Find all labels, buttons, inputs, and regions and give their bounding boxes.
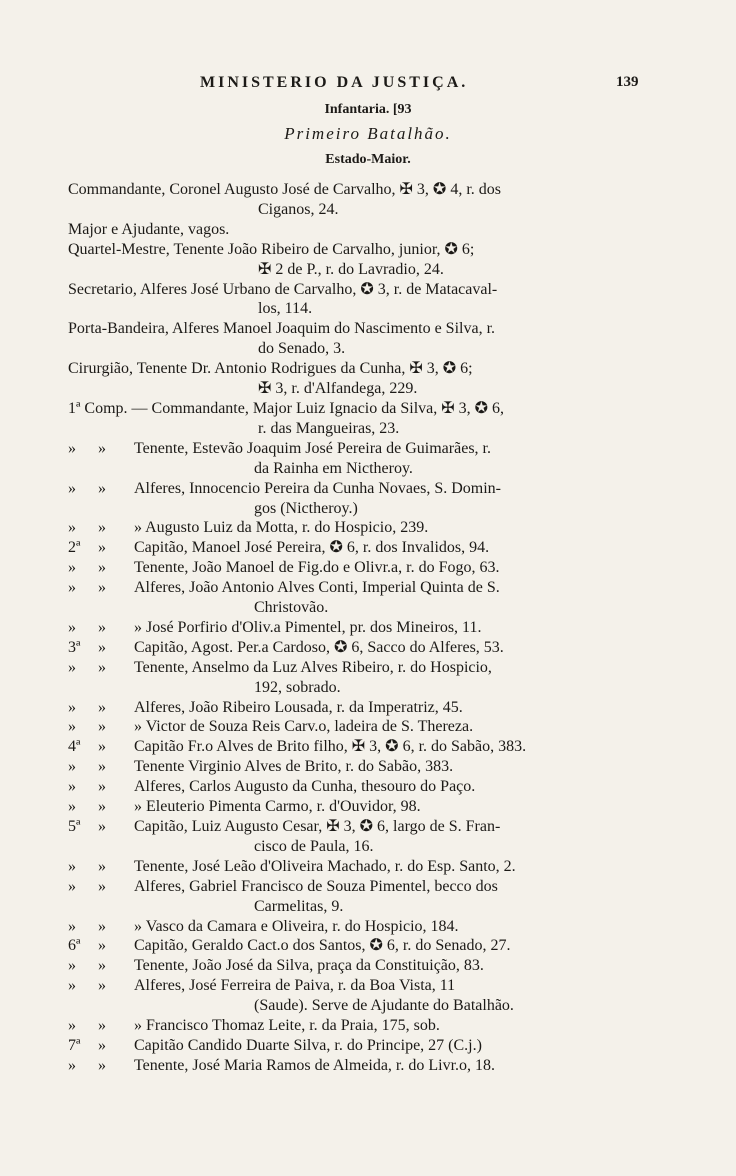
ditto-marker: »	[98, 917, 106, 935]
entry-text: Secretario, Alferes José Urbano de Carvalho, ✪ 3, r. de Matacaval-	[68, 280, 498, 298]
roster-entry	[68, 857, 664, 877]
indent	[68, 897, 254, 917]
entry-text: Capitão, Manoel José Pereira, ✪ 6, r. dos Invalidos, 94.	[134, 539, 490, 557]
company-marker: »	[68, 1056, 76, 1074]
entry-text: » Victor de Souza Reis Carv.o, ladeira de S. Thereza.	[134, 718, 474, 736]
company-marker: »	[68, 857, 76, 875]
ditto-marker: »	[98, 658, 106, 676]
ditto-marker: »	[98, 738, 106, 756]
company-marker: »	[68, 559, 76, 577]
company-marker: 2ª	[68, 539, 81, 557]
roster-entry	[68, 976, 664, 996]
continuation-text: 192, sobrado.	[254, 678, 341, 696]
ditto-marker: »	[98, 439, 106, 457]
ditto-marker: »	[98, 758, 106, 776]
company-marker: 4ª	[68, 738, 81, 756]
company-marker: »	[68, 479, 76, 497]
indent	[68, 419, 258, 439]
ditto-marker: »	[98, 778, 106, 796]
ditto-marker: »	[98, 698, 106, 716]
entry-continuation	[68, 299, 664, 319]
ditto-marker: »	[98, 539, 106, 557]
company-marker: »	[68, 798, 76, 816]
entry-text: Capitão, Agost. Per.a Cardoso, ✪ 6, Sacco do Alferes, 53.	[134, 638, 504, 656]
company-marker: »	[68, 718, 76, 736]
indent	[68, 459, 254, 479]
roster-entry	[68, 618, 664, 638]
roster-entry	[68, 578, 664, 598]
entry-text: 1ª Comp. — Commandante, Major Luiz Ignacio da Silva, ✠ 3, ✪ 6,	[68, 399, 505, 417]
ditto-marker: »	[98, 718, 106, 736]
entry-text: Alferes, Carlos Augusto da Cunha, thesouro do Paço.	[134, 778, 476, 796]
entry-text: » José Porfirio d'Oliv.a Pimentel, pr. dos Mineiros, 11.	[134, 618, 482, 636]
company-marker: »	[68, 877, 76, 895]
entry-continuation	[68, 379, 664, 399]
company-marker: »	[68, 957, 76, 975]
battalion-heading: Primeiro Batalhão.	[284, 124, 452, 143]
roster-entry	[68, 439, 664, 459]
ditto-marker: »	[98, 559, 106, 577]
page-number: 139	[616, 74, 639, 90]
entry-text: Quartel-Mestre, Tenente João Ribeiro de Carvalho, junior, ✪ 6;	[68, 240, 475, 258]
indent	[68, 996, 254, 1016]
ditto-marker: »	[98, 519, 106, 537]
roster-entry	[68, 717, 664, 737]
company-marker: »	[68, 977, 76, 995]
entry-continuation	[68, 598, 664, 618]
entry-continuation	[68, 459, 664, 479]
page-header	[0, 74, 736, 98]
continuation-text: los, 114.	[258, 300, 313, 318]
entry-text: Capitão Candido Duarte Silva, r. do Principe, 27 (C.j.)	[134, 1036, 482, 1054]
roster-entry	[68, 638, 664, 658]
roster-entry	[68, 956, 664, 976]
roster-entry	[68, 757, 664, 777]
ditto-marker: »	[98, 1036, 106, 1054]
continuation-text: (Saude). Serve de Ajudante do Batalhão.	[254, 997, 514, 1015]
entry-continuation	[68, 837, 664, 857]
roster-entry	[68, 359, 664, 379]
roster-entry	[68, 280, 664, 300]
entry-continuation	[68, 996, 664, 1016]
company-marker: »	[68, 579, 76, 597]
entry-continuation	[68, 260, 664, 280]
ditto-marker: »	[98, 857, 106, 875]
entry-text: Porta-Bandeira, Alferes Manoel Joaquim do Nascimento e Silva, r.	[68, 320, 496, 338]
roster-entry	[68, 1056, 664, 1076]
indent	[68, 339, 258, 359]
entry-text: Alferes, Gabriel Francisco de Souza Pimentel, becco dos	[134, 877, 498, 895]
roster-entry	[68, 518, 664, 538]
company-marker: »	[68, 917, 76, 935]
continuation-text: r. das Mangueiras, 23.	[258, 419, 400, 437]
ditto-marker: »	[98, 977, 106, 995]
continuation-text: Ciganos, 24.	[258, 200, 339, 218]
continuation-text: Carmelitas, 9.	[254, 897, 344, 915]
entry-text: Commandante, Coronel Augusto José de Carvalho, ✠ 3, ✪ 4, r. dos	[68, 181, 501, 198]
ditto-marker: »	[98, 1017, 106, 1035]
roster-entry	[68, 936, 664, 956]
ditto-marker: »	[98, 479, 106, 497]
entry-text: Tenente Virginio Alves de Brito, r. do Sabão, 383.	[134, 758, 454, 776]
entry-text: Alferes, Innocencio Pereira da Cunha Novaes, S. Domin-	[134, 479, 501, 497]
ditto-marker: »	[98, 957, 106, 975]
roster-list	[68, 180, 664, 1076]
indent	[68, 678, 254, 698]
ditto-marker: »	[98, 798, 106, 816]
entry-text: Capitão Fr.o Alves de Brito filho, ✠ 3, ✪ 6, r. do Sabão, 383.	[134, 738, 527, 756]
roster-entry	[68, 797, 664, 817]
indent	[68, 379, 258, 399]
entry-text: » Augusto Luiz da Motta, r. do Hospicio, 239.	[134, 519, 429, 537]
ditto-marker: »	[98, 1056, 106, 1074]
entry-text: Capitão, Luiz Augusto Cesar, ✠ 3, ✪ 6, largo de S. Fran-	[134, 818, 501, 835]
continuation-text: da Rainha em Nictheroy.	[254, 459, 413, 477]
company-marker: »	[68, 698, 76, 716]
indent	[68, 499, 254, 519]
staff-heading: Estado-Maior.	[325, 152, 411, 167]
entry-text: Tenente, Anselmo da Luz Alves Ribeiro, r. do Hospicio,	[134, 658, 492, 676]
entry-text: » Vasco da Camara e Oliveira, r. do Hospicio, 184.	[134, 917, 459, 935]
entry-continuation	[68, 897, 664, 917]
ditto-marker: »	[98, 618, 106, 636]
indent	[68, 260, 258, 280]
continuation-text: do Senado, 3.	[258, 340, 346, 358]
entry-text: Tenente, José Leão d'Oliveira Machado, r. do Esp. Santo, 2.	[134, 857, 516, 875]
entry-text: Alferes, João Antonio Alves Conti, Imperial Quinta de S.	[134, 579, 500, 597]
roster-entry	[68, 877, 664, 897]
ditto-marker: »	[98, 818, 106, 835]
roster-entry	[68, 240, 664, 260]
roster-entry	[68, 1036, 664, 1056]
entry-text: » Francisco Thomaz Leite, r. da Praia, 175, sob.	[134, 1017, 440, 1035]
roster-entry	[68, 319, 664, 339]
continuation-text: ✠ 2 de P., r. do Lavradio, 24.	[258, 260, 444, 278]
entry-continuation	[68, 200, 664, 220]
entry-text: Tenente, João Manoel de Fig.do e Olivr.a, r. do Fogo, 63.	[134, 559, 500, 577]
continuation-text: Christovão.	[254, 599, 329, 617]
roster-entry	[68, 538, 664, 558]
roster-entry	[68, 180, 664, 200]
entry-text: Major e Ajudante, vagos.	[68, 220, 230, 238]
indent	[68, 299, 258, 319]
entry-continuation	[68, 678, 664, 698]
entry-continuation	[68, 339, 664, 359]
company-marker: 5ª	[68, 818, 81, 835]
roster-entry	[68, 479, 664, 499]
company-marker: »	[68, 439, 76, 457]
roster-entry	[68, 777, 664, 797]
indent	[68, 598, 254, 618]
company-marker: »	[68, 618, 76, 636]
entry-continuation	[68, 419, 664, 439]
roster-entry	[68, 917, 664, 937]
company-marker: »	[68, 519, 76, 537]
company-marker: 7ª	[68, 1036, 81, 1054]
ditto-marker: »	[98, 579, 106, 597]
indent	[68, 200, 258, 220]
roster-entry	[68, 698, 664, 718]
page-title: MINISTERIO DA JUSTIÇA.	[200, 74, 469, 91]
entry-continuation	[68, 499, 664, 519]
ditto-marker: »	[98, 877, 106, 895]
roster-entry	[68, 817, 664, 837]
company-marker: »	[68, 1017, 76, 1035]
entry-text: Tenente, João José da Silva, praça da Constituição, 83.	[134, 957, 484, 975]
roster-entry	[68, 558, 664, 578]
entry-text: Tenente, Estevão Joaquim José Pereira de Guimarães, r.	[134, 439, 491, 457]
roster-entry	[68, 658, 664, 678]
roster-entry	[68, 1016, 664, 1036]
entry-text: Alferes, José Ferreira de Paiva, r. da Boa Vista, 11	[134, 977, 456, 995]
indent	[68, 837, 254, 857]
company-marker: »	[68, 658, 76, 676]
company-marker: »	[68, 778, 76, 796]
continuation-text: gos (Nictheroy.)	[254, 499, 358, 517]
ditto-marker: »	[98, 638, 106, 656]
roster-entry	[68, 737, 664, 757]
entry-text: Alferes, João Ribeiro Lousada, r. da Imperatriz, 45.	[134, 698, 463, 716]
entry-text: Capitão, Geraldo Cact.o dos Santos, ✪ 6, r. do Senado, 27.	[134, 937, 511, 955]
roster-entry	[68, 220, 664, 240]
entry-text: » Eleuterio Pimenta Carmo, r. d'Ouvidor, 98.	[134, 798, 421, 816]
company-marker: »	[68, 758, 76, 776]
company-marker: 3ª	[68, 638, 81, 656]
section-heading: Infantaria. [93	[324, 102, 412, 117]
roster-entry	[68, 399, 664, 419]
company-marker: 6ª	[68, 937, 81, 955]
entry-text: Tenente, José Maria Ramos de Almeida, r. do Livr.o, 18.	[134, 1056, 496, 1074]
entry-text: Cirurgião, Tenente Dr. Antonio Rodrigues da Cunha, ✠ 3, ✪ 6;	[68, 360, 473, 378]
ditto-marker: »	[98, 937, 106, 955]
continuation-text: cisco de Paula, 16.	[254, 837, 374, 855]
continuation-text: ✠ 3, r. d'Alfandega, 229.	[258, 380, 418, 398]
